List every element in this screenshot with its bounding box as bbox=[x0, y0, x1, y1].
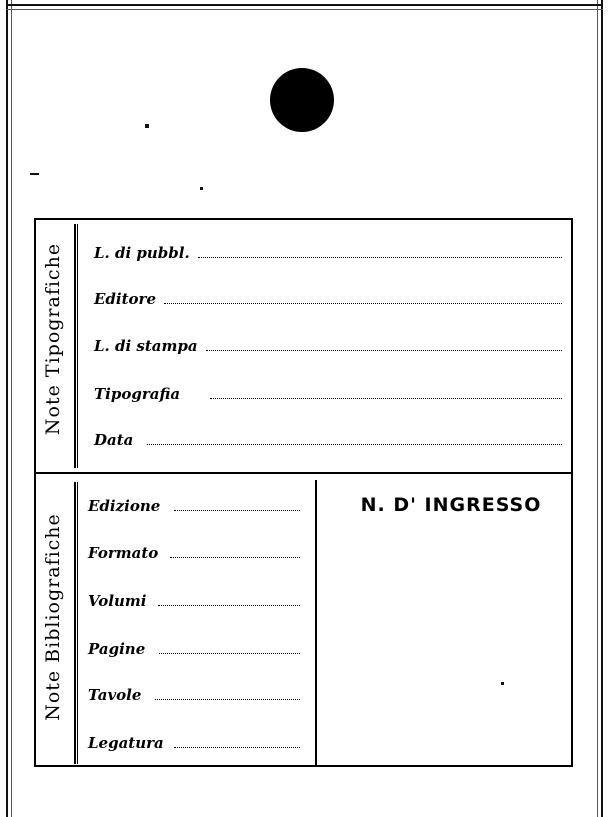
field-label: Editore bbox=[94, 290, 156, 308]
ink-speck bbox=[501, 682, 504, 685]
field-label: Volumi bbox=[88, 592, 147, 610]
dotted-fill-line[interactable] bbox=[174, 509, 300, 511]
numero-ingresso-heading: N. D' INGRESSO bbox=[360, 494, 542, 516]
section-title-tipografiche: Note Tipografiche bbox=[42, 242, 64, 436]
field-label: Legatura bbox=[88, 734, 164, 752]
column-divider bbox=[315, 480, 317, 767]
card-border-top bbox=[6, 4, 603, 10]
sidebar-rule-bibliografiche bbox=[74, 482, 78, 764]
ink-speck bbox=[200, 187, 203, 190]
field-label: L. di pubbl. bbox=[94, 244, 190, 262]
field-row-formato[interactable] bbox=[88, 544, 300, 562]
dotted-fill-line[interactable] bbox=[206, 349, 562, 351]
field-row-editore[interactable] bbox=[94, 290, 562, 308]
field-row-legatura[interactable] bbox=[88, 734, 300, 752]
field-label: Edizione bbox=[88, 497, 161, 515]
field-label: Tipografia bbox=[94, 385, 181, 403]
punch-hole bbox=[270, 68, 334, 132]
sidebar-rule-tipografiche bbox=[74, 224, 78, 468]
card-border-right bbox=[597, 0, 603, 817]
field-label: Tavole bbox=[88, 686, 142, 704]
field-row-volumi[interactable] bbox=[88, 592, 300, 610]
field-label: Formato bbox=[88, 544, 159, 562]
card-form bbox=[34, 218, 573, 767]
field-row-luogo-pubblicazione[interactable] bbox=[94, 244, 562, 262]
section-divider bbox=[36, 472, 571, 474]
dotted-fill-line[interactable] bbox=[170, 556, 300, 558]
field-row-tavole[interactable] bbox=[88, 686, 300, 704]
field-row-data[interactable] bbox=[94, 431, 562, 449]
dotted-fill-line[interactable] bbox=[159, 652, 300, 654]
dotted-fill-line[interactable] bbox=[210, 397, 562, 399]
field-row-edizione[interactable] bbox=[88, 497, 300, 515]
field-label: L. di stampa bbox=[94, 337, 198, 355]
card-border-left bbox=[6, 0, 12, 817]
ink-speck bbox=[145, 124, 149, 128]
dotted-fill-line[interactable] bbox=[155, 698, 300, 700]
field-label: Data bbox=[94, 431, 134, 449]
dotted-fill-line[interactable] bbox=[198, 256, 562, 258]
dotted-fill-line[interactable] bbox=[158, 604, 300, 606]
field-row-tipografia[interactable] bbox=[94, 385, 562, 403]
field-label: Pagine bbox=[88, 640, 146, 658]
ink-speck bbox=[30, 173, 39, 175]
dotted-fill-line[interactable] bbox=[164, 302, 562, 304]
section-title-bibliografiche: Note Bibliografiche bbox=[42, 513, 64, 721]
field-row-pagine[interactable] bbox=[88, 640, 300, 658]
field-row-luogo-stampa[interactable] bbox=[94, 337, 562, 355]
dotted-fill-line[interactable] bbox=[147, 443, 562, 445]
dotted-fill-line[interactable] bbox=[174, 746, 300, 748]
